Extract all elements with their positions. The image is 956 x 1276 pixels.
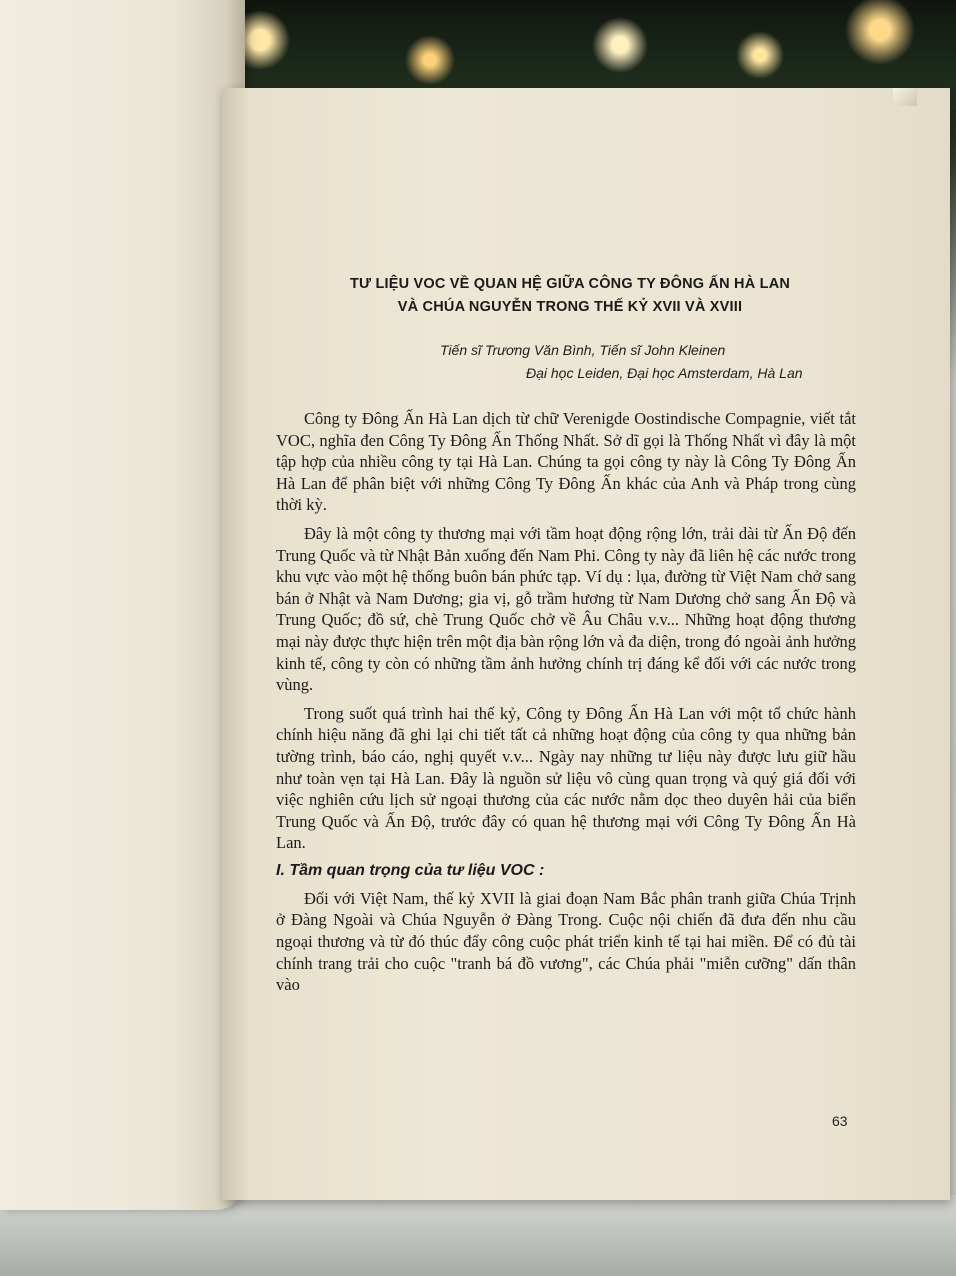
author-names: Tiến sĩ Trương Văn Bình, Tiến sĩ John Kleinen (440, 342, 726, 358)
paragraph-2: Đây là một công ty thương mại với tầm hoạt động rộng lớn, trải dài từ Ấn Độ đến Trung Quốc và từ Nhật Bản xuống đến Nam Phi. Công ty này đã liên hệ các nước trong khu vực vào một hệ thống buôn bán phức tạp. Ví dụ : lụa, đường từ Việt Nam chở sang bán ở Nhật và Nam Dương; gia vị, gỗ trầm hương từ Nam Dương chở sang Ấn Độ và Trung Quốc; đồ sứ, chè Trung Quốc chở về Âu Châu v.v... Những hoạt động thương mại này được thực hiện trên một địa bàn rộng lớn và đa diện, trong đó ngoài ảnh hưởng kinh tế, công ty còn có những tầm ảnh hưởng chính trị đáng kể đối với các nước trong vùng. (276, 523, 856, 695)
title-line-2: VÀ CHÚA NGUYỄN TRONG THẾ KỶ XVII VÀ XVIII (397, 299, 743, 315)
paragraph-3: Trong suốt quá trình hai thế kỷ, Công ty Đông Ấn Hà Lan với một tổ chức hành chính hiệu năng đã ghi lại chi tiết tất cả những hoạt động của công ty qua những bản tường trình, báo cáo, nghị quyết v.v... Ngày nay những tư liệu này được lưu giữ hầu như toàn vẹn tại Hà Lan. Đây là nguồn sử liệu vô cùng quan trọng và quý giá đối với việc nghiên cứu lịch sử ngoại thương của các nước nằm dọc theo duyên hải của biển Trung Quốc và Ấn Độ, trước đây có quan hệ thương mại với Công Ty Đông Ấn Hà Lan. (276, 703, 856, 853)
body-text (276, 408, 856, 1001)
section-heading: I. Tầm quan trọng của tư liệu VOC : (276, 861, 545, 879)
author-affiliations: Đại học Leiden, Đại học Amsterdam, Hà Lan (526, 365, 803, 381)
paragraph-1: Công ty Đông Ấn Hà Lan dịch từ chữ Verenigde Oostindische Compagnie, viết tắt VOC, nghĩa đen Công Ty Đông Ấn Thống Nhất. Sở dĩ gọi là Thống Nhất vì đây là một tập hợp của nhiều công ty tại Hà Lan. Chúng ta gọi công ty này là Công Ty Đông Ấn Hà Lan để phân biệt với những Công Ty Đông Ấn khác của Anh và Pháp trong cùng thời kỳ. (276, 409, 856, 515)
page-number: 63 (832, 1113, 848, 1129)
page-corner (893, 88, 917, 106)
document-title (270, 273, 870, 319)
author-block (440, 339, 820, 385)
section-paragraph: Đối với Việt Nam, thế kỷ XVII là giai đoạn Nam Bắc phân tranh giữa Chúa Trịnh ở Đàng Ngoài và Chúa Nguyễn ở Đàng Trong. Cuộc nội chiến đã đưa đến nhu cầu ngoại thương và từ đó thúc đẩy công cuộc phát triển kinh tế tại hai miền. Để có đủ tài chính trang trải cho cuộc "tranh bá đồ vương", các Chúa phải "miễn cưỡng" dấn thân vào (276, 888, 856, 995)
title-line-1: TƯ LIỆU VOC VỀ QUAN HỆ GIỮA CÔNG TY ĐÔNG ẤN HÀ LAN (349, 276, 791, 292)
left-page (0, 0, 245, 1210)
